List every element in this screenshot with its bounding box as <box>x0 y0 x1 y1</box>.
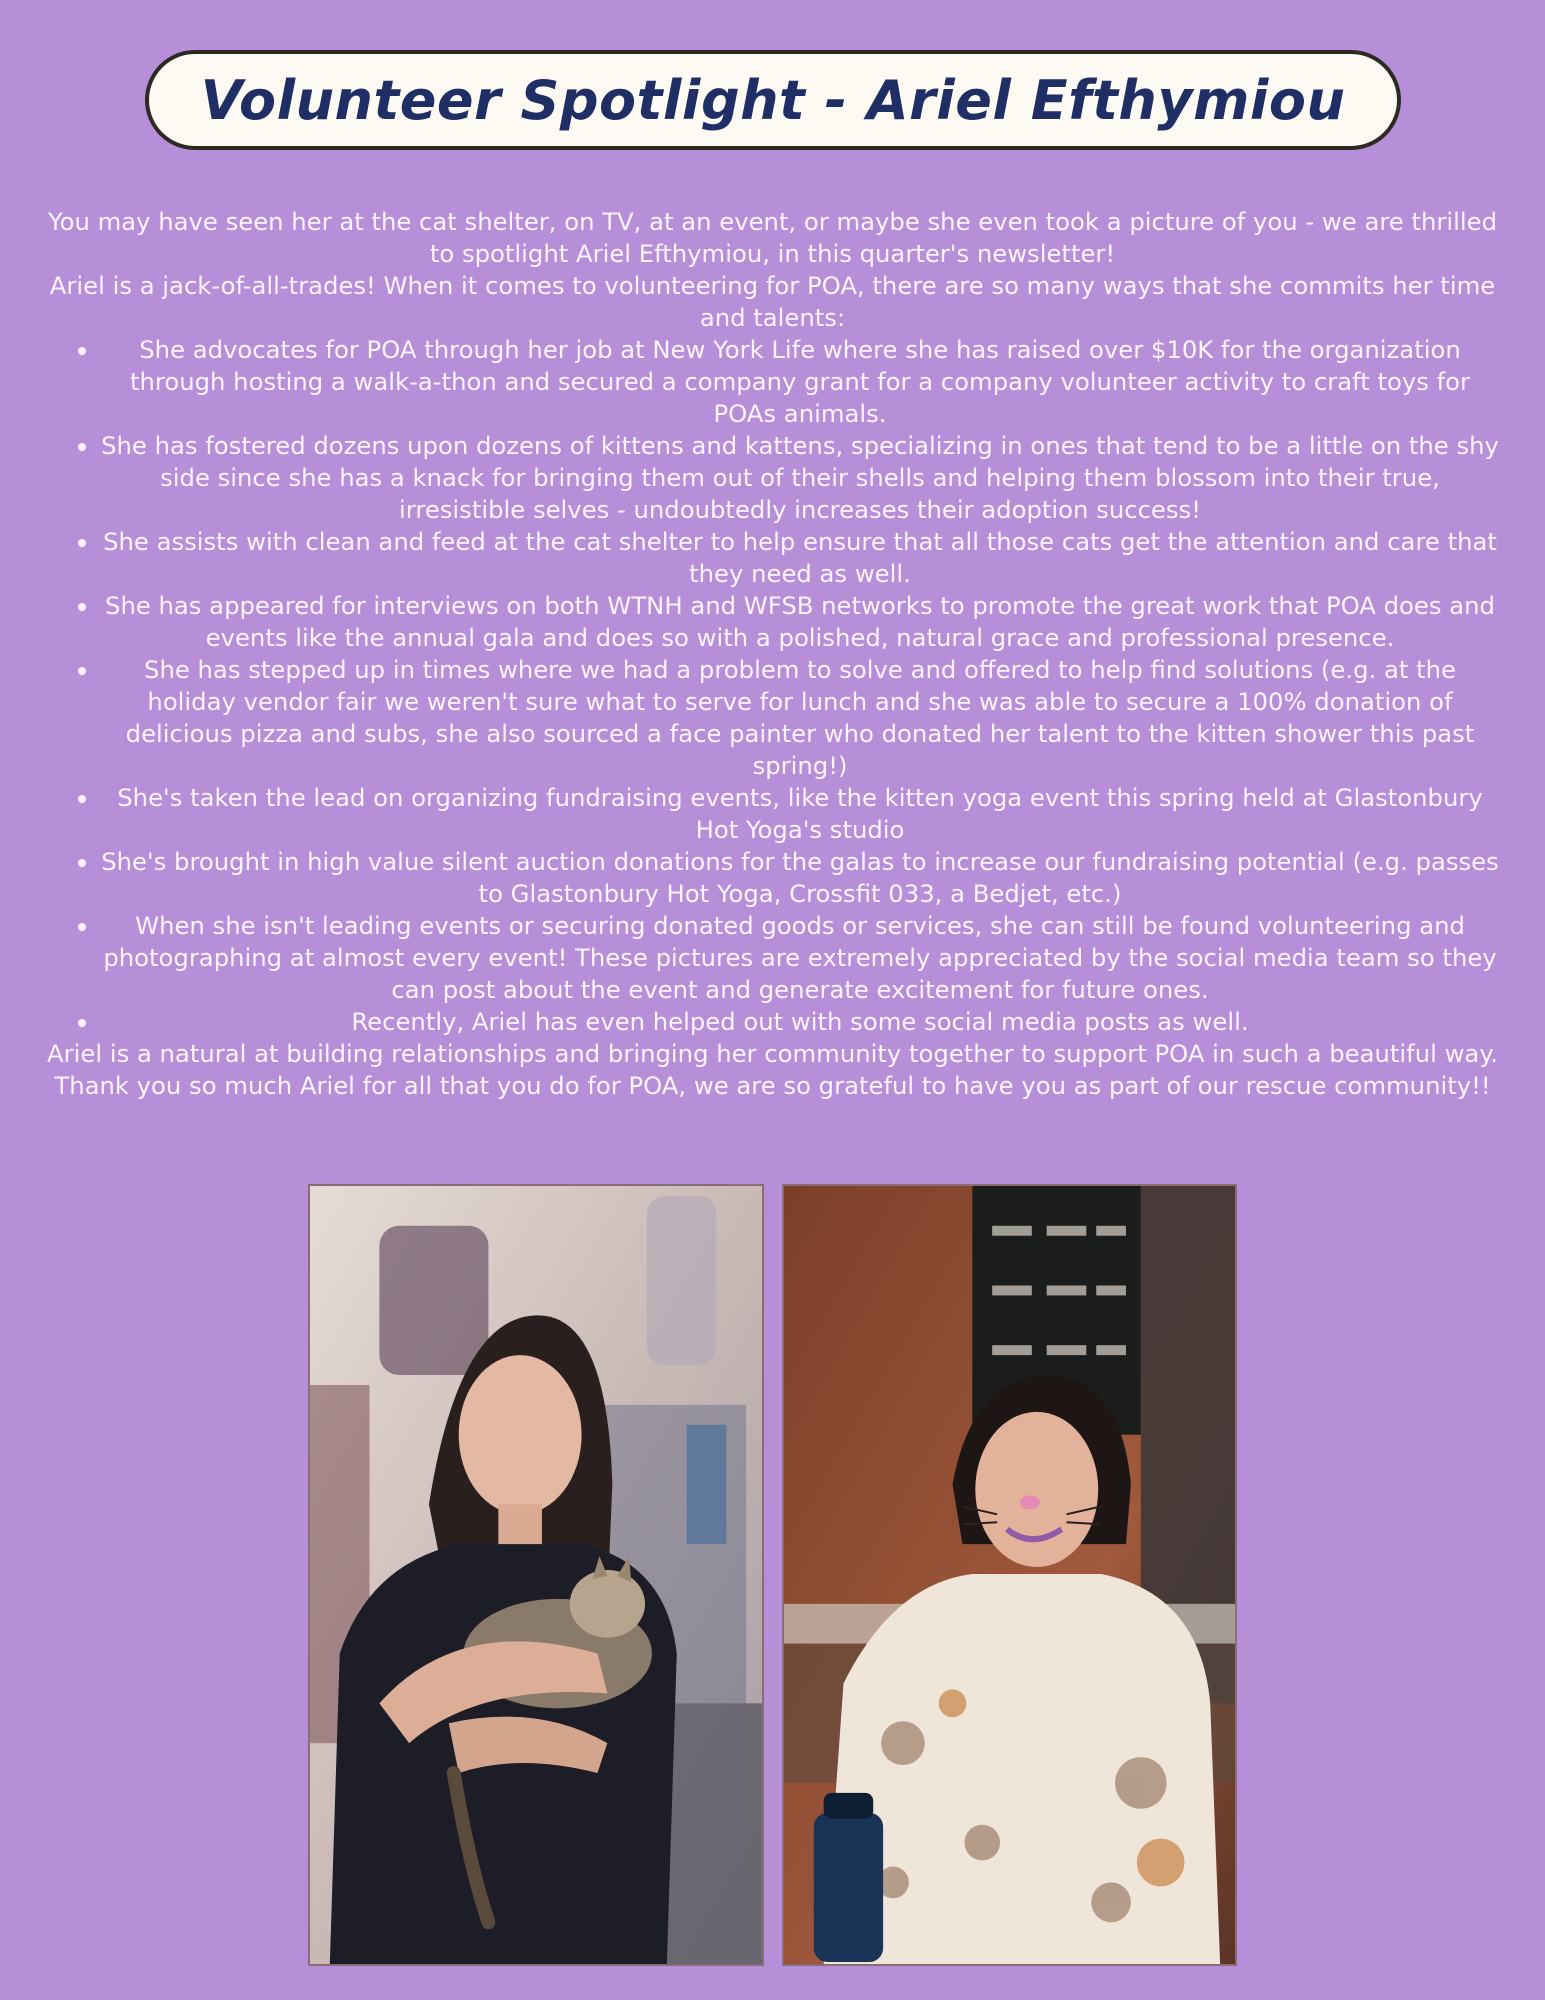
closing-paragraph: Ariel is a natural at building relationships and bringing her community together to support POA in such a beautiful way. Thank you so much Ariel for all that you do for POA, we are so grateful to have you as part of our rescue community!! <box>47 1039 1498 1100</box>
list-item: • She has fostered dozens upon dozens of kittens and kattens, specializing in ones that tend to be a little on the shy side since she has a knack for bringing them out of their shells and helping them blossom into their true, irresistible selves - undoubtedly increases their adoption success! <box>100 430 1500 526</box>
page-title: Volunteer Spotlight - Ariel Efthymiou <box>200 68 1346 132</box>
list-item: • She has appeared for interviews on both WTNH and WFSB networks to promote the great work that POA does and events like the annual gala and does so with a polished, natural grace and professional presence. <box>100 590 1500 654</box>
article-body <box>45 206 1500 1102</box>
photo-ariel-face-paint-illustration <box>784 1186 1235 1964</box>
photo-ariel-holding-kitten-illustration <box>310 1186 762 1964</box>
list-item: • She has stepped up in times where we had a problem to solve and offered to help find solutions (e.g. at the holiday vendor fair we weren't sure what to serve for lunch and she was able to secure a 100% donation of delicious pizza and subs, she also sourced a face painter who donated her talent to the kitten shower this past spring!) <box>100 654 1500 782</box>
title-banner <box>145 50 1401 150</box>
list-item: • She's brought in high value silent auction donations for the galas to increase our fundraising potential (e.g. passes to Glastonbury Hot Yoga, Crossfit 033, a Bedjet, etc.) <box>100 846 1500 910</box>
photo-ariel-holding-kitten <box>308 1184 764 1966</box>
list-item: • Recently, Ariel has even helped out with some social media posts as well. <box>100 1006 1500 1038</box>
contributions-list <box>45 334 1500 1038</box>
list-item: • She's taken the lead on organizing fundraising events, like the kitten yoga event this spring held at Glastonbury Hot Yoga's studio <box>100 782 1500 846</box>
list-item: • When she isn't leading events or securing donated goods or services, she can still be found volunteering and photographing at almost every event! These pictures are extremely appreciated by the social media team so they can post about the event and generate excitement for future ones. <box>100 910 1500 1006</box>
intro-paragraph-1: You may have seen her at the cat shelter, on TV, at an event, or maybe she even took a picture of you - we are thrilled to spotlight Ariel Efthymiou, in this quarter's newsletter! <box>47 207 1497 268</box>
intro-paragraph-2: Ariel is a jack-of-all-trades! When it comes to volunteering for POA, there are so many ways that she commits her time and talents: <box>49 271 1496 332</box>
list-item: • She advocates for POA through her job at New York Life where she has raised over $10K for the organization through hosting a walk-a-thon and secured a company grant for a company volunteer activity to craft toys for POAs animals. <box>100 334 1500 430</box>
photo-ariel-face-paint <box>782 1184 1237 1966</box>
list-item: • She assists with clean and feed at the cat shelter to help ensure that all those cats get the attention and care that they need as well. <box>100 526 1500 590</box>
